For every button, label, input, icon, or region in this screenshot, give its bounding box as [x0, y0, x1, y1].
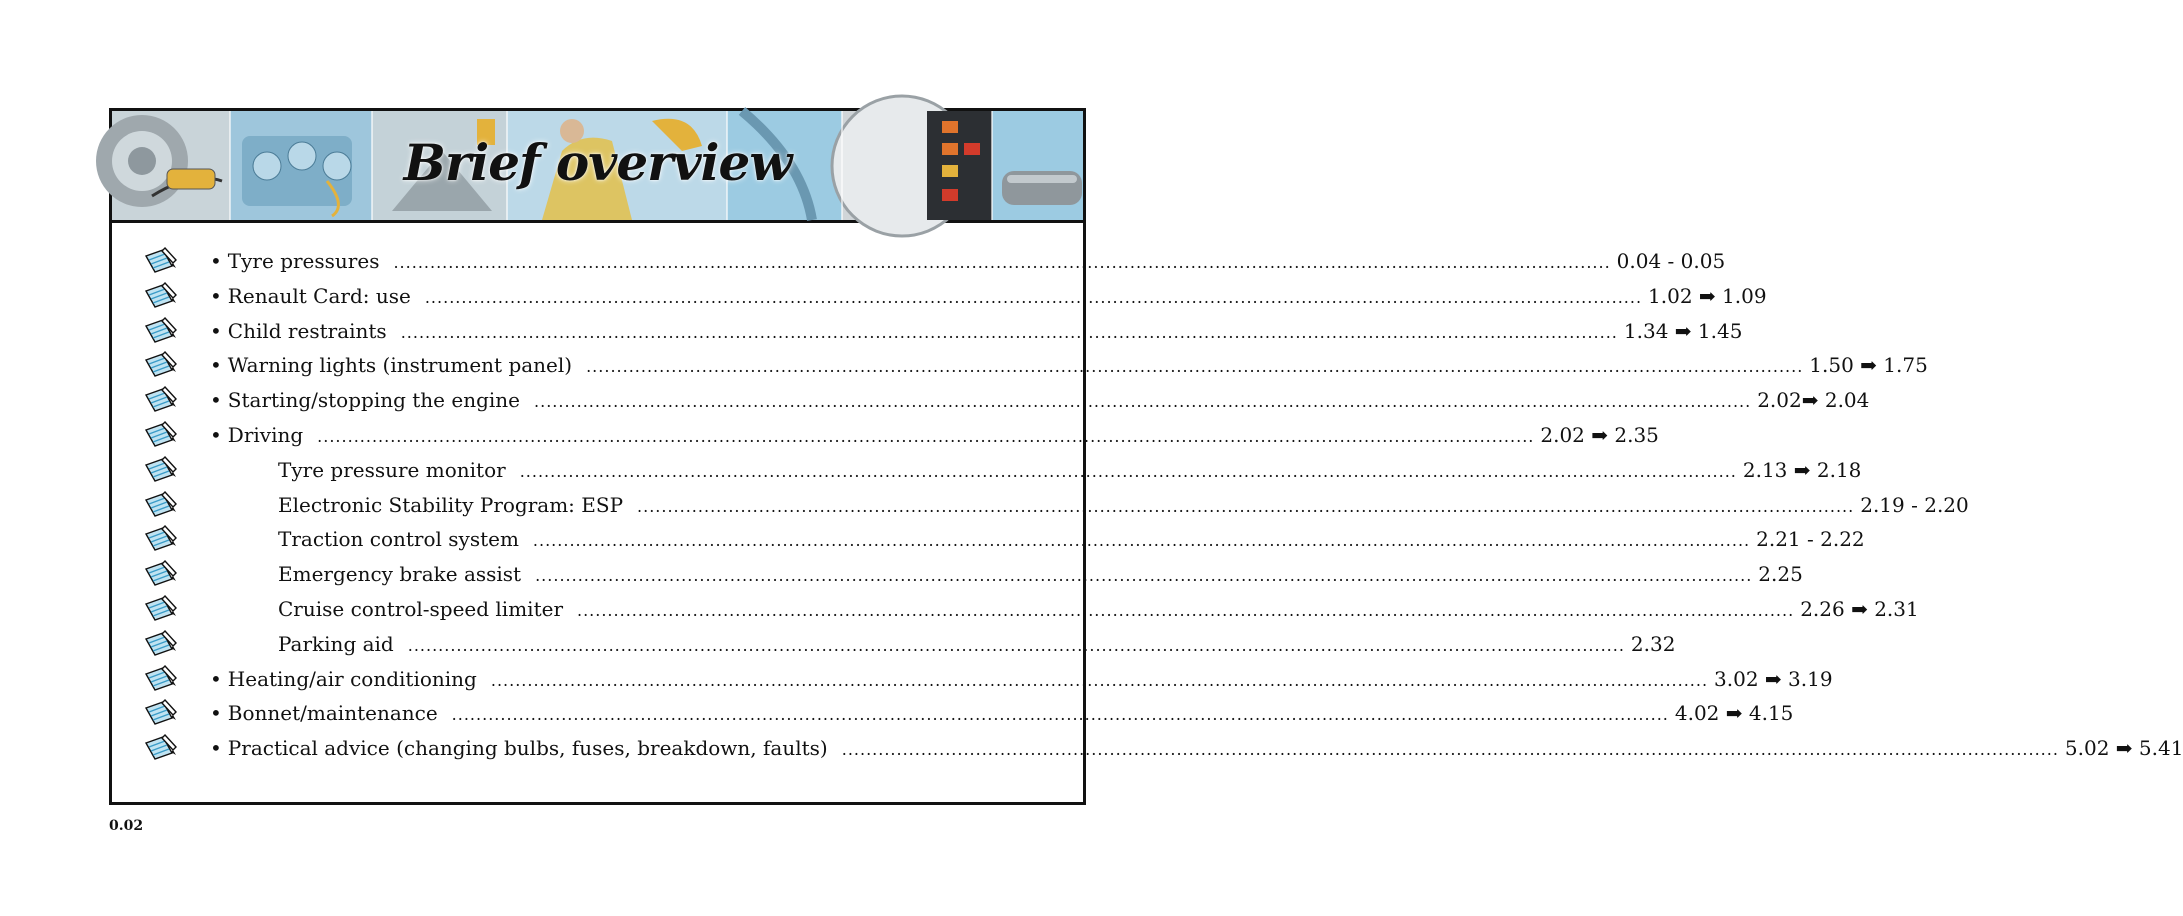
toc-entry-label: Bonnet/maintenance	[227, 701, 438, 726]
toc-entry-label: Cruise control-speed limiter	[278, 597, 563, 621]
toc-entry-pages: 2.25	[1758, 562, 1803, 587]
page-title: Brief overview	[403, 133, 792, 192]
dot-leader: ........................................................................................................................................................................................................	[637, 496, 1855, 516]
toc-entry[interactable]	[210, 316, 1743, 346]
toc-row	[112, 350, 1928, 384]
pencil-note-icon	[143, 594, 179, 624]
toc-row	[112, 385, 1870, 419]
overview-frame	[109, 108, 2183, 805]
toc-entry-pages: 4.02 ➡ 4.15	[1674, 701, 1794, 726]
toc-entry-pages: 3.02 ➡ 3.19	[1714, 666, 1833, 691]
bullet: •	[210, 318, 222, 343]
toc-entry-label: Emergency brake assist	[278, 562, 522, 587]
toc-entry-pages: 2.26 ➡ 2.31	[1800, 597, 1919, 621]
toc-entry-label: Child restraints	[227, 318, 387, 343]
pencil-note-icon	[143, 733, 179, 763]
dot-leader: ........................................................................................................................................................................................................	[577, 601, 1795, 620]
bullet: •	[210, 249, 222, 273]
toc-entry-label: Electronic Stability Program: ESP	[278, 492, 624, 517]
toc-entry-pages: 0.04 - 0.05	[1616, 249, 1726, 273]
dot-leader: ........................................................................................................................................................................................................	[400, 322, 1618, 342]
toc-entry[interactable]	[210, 664, 1833, 694]
toc-entry-pages: 5.02 ➡ 5.41	[2064, 736, 2183, 761]
toc-entry-label: Tyre pressures	[227, 249, 380, 273]
bullet: •	[210, 388, 222, 413]
toc-entry-label: Tyre pressure monitor	[278, 457, 506, 482]
toc-entry[interactable]	[210, 420, 1659, 450]
toc-row	[112, 733, 2183, 767]
toc-entry[interactable]	[278, 455, 1862, 485]
dot-leader: ........................................................................................................................................................................................................	[519, 461, 1737, 481]
bullet: •	[210, 736, 222, 761]
pencil-note-icon	[143, 316, 179, 346]
toc-entry-pages: 1.02 ➡ 1.09	[1648, 283, 1767, 308]
toc-row	[112, 246, 1726, 280]
bullet: •	[210, 353, 222, 378]
toc-entry[interactable]	[278, 490, 1969, 520]
toc-entry[interactable]	[278, 594, 1919, 624]
toc-entry-label: Traction control system	[278, 527, 519, 552]
toc-entry[interactable]	[278, 524, 1865, 554]
toc-row	[112, 316, 1743, 350]
toc-entry[interactable]	[210, 246, 1726, 276]
dot-leader: ........................................................................................................................................................................................................	[407, 635, 1625, 655]
pencil-note-icon	[143, 664, 179, 694]
pencil-note-icon	[143, 246, 179, 276]
dot-leader: ........................................................................................................................................................................................................	[841, 740, 2059, 760]
toc-entry-pages: 2.19 - 2.20	[1860, 492, 1969, 517]
toc-row	[112, 524, 1865, 558]
dot-leader: ........................................................................................................................................................................................................	[586, 357, 1804, 377]
toc-row	[112, 629, 1676, 663]
dot-leader: ........................................................................................................................................................................................................	[451, 705, 1669, 725]
dot-leader: ........................................................................................................................................................................................................	[490, 670, 1709, 690]
pencil-note-icon	[143, 559, 179, 589]
toc-entry[interactable]	[278, 559, 1803, 589]
toc-entry[interactable]	[210, 350, 1928, 380]
toc-row	[112, 594, 1919, 628]
toc-row	[112, 420, 1659, 454]
toc-entry-label: Heating/air conditioning	[227, 666, 477, 691]
toc-entry-label: Driving	[227, 423, 304, 447]
dot-leader: ........................................................................................................................................................................................................	[424, 287, 1643, 307]
toc-row	[112, 698, 1794, 732]
toc-entry-pages: 2.02 ➡ 2.35	[1540, 423, 1659, 447]
header-banner	[112, 111, 1083, 223]
dot-leader: ........................................................................................................................................................................................................	[393, 253, 1611, 272]
bullet: •	[210, 423, 222, 447]
toc-entry-label: Renault Card: use	[227, 283, 411, 308]
pencil-note-icon	[143, 455, 179, 485]
toc-entry-label: Parking aid	[278, 631, 394, 656]
pencil-note-icon	[143, 420, 179, 450]
toc-row	[112, 559, 1803, 593]
dot-leader: ........................................................................................................................................................................................................	[532, 531, 1751, 551]
toc-entry[interactable]	[210, 281, 1767, 311]
page-number: 0.02	[109, 818, 144, 834]
toc-entry-label: Warning lights (instrument panel)	[227, 353, 573, 378]
pencil-note-icon	[143, 385, 179, 415]
toc-entry-pages: 1.34 ➡ 1.45	[1623, 318, 1743, 343]
toc-entry-label: Practical advice (changing bulbs, fuses, breakdown, faults)	[227, 736, 828, 761]
toc-entry[interactable]	[210, 385, 1870, 415]
toc-row	[112, 664, 1833, 698]
pencil-note-icon	[143, 629, 179, 659]
toc-row	[112, 455, 1862, 489]
toc-row	[112, 281, 1767, 315]
pencil-note-icon	[143, 350, 179, 380]
pencil-note-icon	[143, 281, 179, 311]
toc-entry-pages: 2.32	[1630, 631, 1676, 656]
toc-entry-pages: 1.50 ➡ 1.75	[1809, 353, 1928, 378]
toc-entry-label: Starting/stopping the engine	[227, 388, 521, 413]
dot-leader: ........................................................................................................................................................................................................	[535, 566, 1753, 586]
dot-leader: ........................................................................................................................................................................................................	[534, 392, 1752, 412]
pencil-note-icon	[143, 490, 179, 520]
dot-leader: ........................................................................................................................................................................................................	[317, 427, 1535, 446]
bullet: •	[210, 701, 222, 726]
toc-entry[interactable]	[210, 698, 1794, 728]
toc-entry-pages: 2.02➡ 2.04	[1757, 388, 1870, 413]
toc-row	[112, 490, 1969, 524]
toc-entry[interactable]	[278, 629, 1676, 659]
bullet: •	[210, 666, 222, 691]
pencil-note-icon	[143, 524, 179, 554]
pencil-note-icon	[143, 698, 179, 728]
toc-entry[interactable]	[210, 733, 2183, 763]
toc-entry-pages: 2.13 ➡ 2.18	[1742, 457, 1862, 482]
toc-entry-pages: 2.21 - 2.22	[1756, 527, 1865, 552]
bullet: •	[210, 283, 222, 308]
